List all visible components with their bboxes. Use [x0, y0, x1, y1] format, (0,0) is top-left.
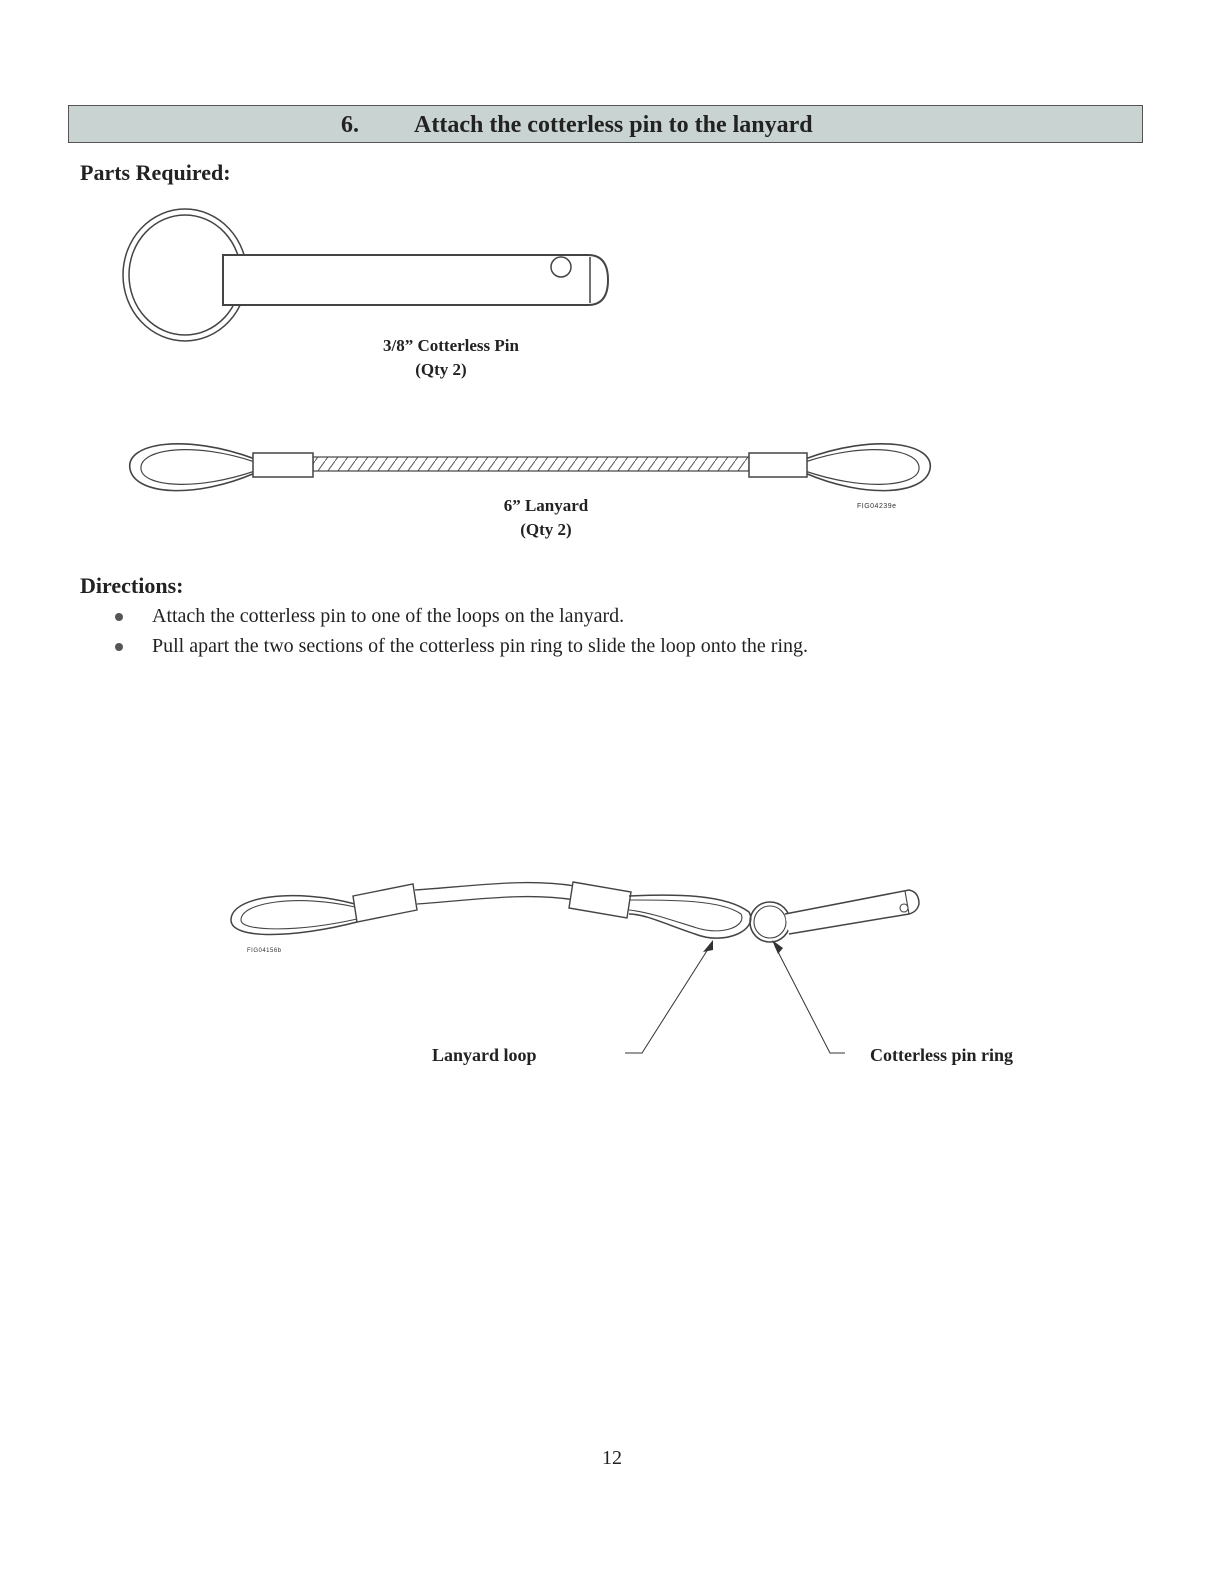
lanyard-illustration	[125, 433, 935, 505]
bullet-icon	[115, 613, 123, 621]
bullet-icon	[115, 643, 123, 651]
pin-caption-name: 3/8” Cotterless Pin	[383, 336, 519, 355]
lanyard-caption-name: 6” Lanyard	[503, 496, 589, 515]
parts-required-heading: Parts Required:	[80, 160, 231, 185]
section-title: Attach the cotterless pin to the lanyard	[414, 112, 813, 138]
cotterless-pin-illustration	[110, 205, 630, 355]
direction-text: Attach the cotterless pin to one of the loops on the lanyard.	[152, 605, 625, 627]
assembly-figure-id: FIG04156b	[247, 948, 282, 954]
lanyard-caption-qty: (Qty 2)	[520, 520, 572, 539]
directions-list	[112, 601, 808, 661]
lanyard-loop-label: Lanyard loop	[432, 1045, 537, 1065]
page-number: 12	[602, 1447, 622, 1469]
pin-caption-qty: (Qty 2)	[415, 360, 467, 379]
direction-text: Pull apart the two sections of the cotterless pin ring to slide the loop onto the ring.	[152, 635, 808, 657]
cotterless-pin-ring-label: Cotterless pin ring	[870, 1045, 1013, 1065]
section-number: 6.	[341, 112, 359, 138]
assembly-illustration	[225, 870, 935, 1070]
lanyard-figure-id: FIG04239e	[857, 503, 897, 510]
directions-heading: Directions:	[80, 573, 184, 598]
list-item	[112, 601, 808, 631]
list-item	[112, 631, 808, 661]
section-header-bar	[68, 105, 1143, 143]
